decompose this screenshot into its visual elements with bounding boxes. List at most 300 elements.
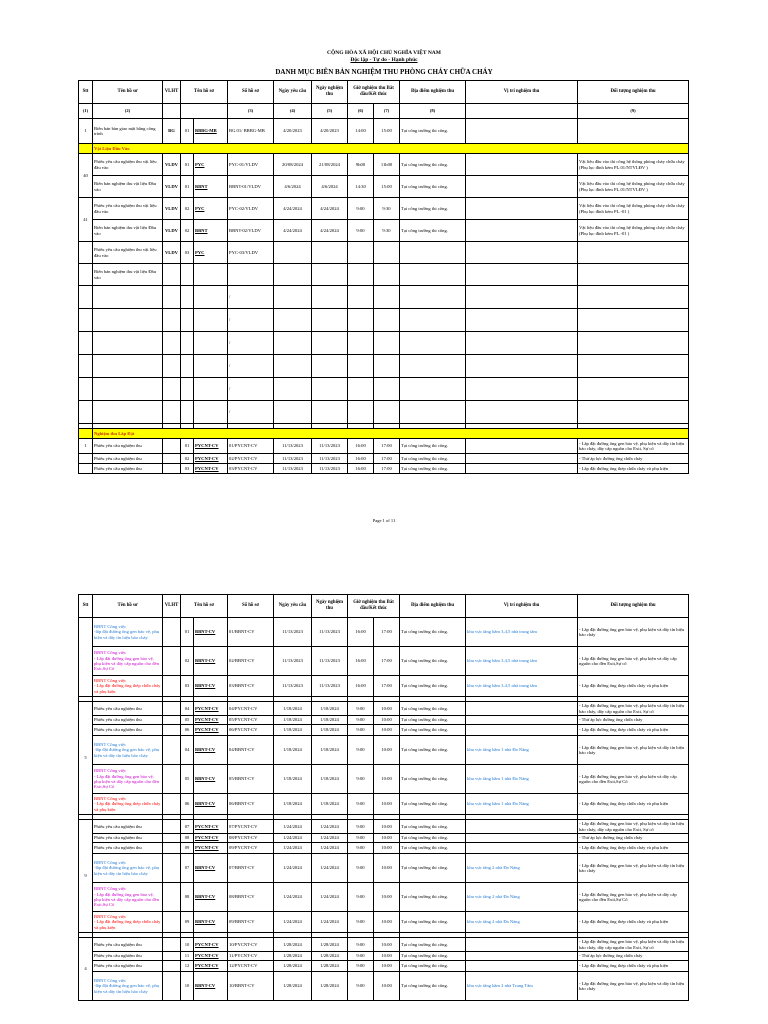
col-ngay-nghiem-thu: Ngày nghiệm thu — [312, 595, 348, 618]
column-number: (2) — [93, 104, 163, 119]
stt-cell — [79, 464, 93, 474]
acceptance-date: 1/24/2024 — [312, 820, 348, 834]
location: Tại công trường thi công. — [400, 725, 466, 736]
vlht-cell — [163, 883, 181, 912]
record-number: 04 — [181, 702, 194, 716]
record-number: 12 — [181, 961, 194, 972]
vlht-cell — [163, 938, 181, 952]
column-number: (6) — [348, 104, 374, 119]
table-row — [79, 702, 689, 716]
record-number: 04 — [181, 736, 194, 765]
column-number: (5) — [312, 104, 348, 119]
position — [466, 716, 578, 725]
record-code: PYCNT-CV — [194, 938, 228, 952]
request-date: 1/18/2024 — [274, 702, 312, 716]
subject: - Lắp đặt đường ống gen bảo vệ, phụ kiện và dây tín hiệu báo cháy — [578, 618, 689, 647]
record-number: 01 — [181, 154, 194, 176]
record-so: 10/BBNT-CV — [228, 972, 274, 1001]
table-header-row — [79, 81, 689, 104]
acceptance-date: 11/13/2023 — [312, 647, 348, 676]
stt-cell: 9 — [79, 820, 93, 933]
record-name: BBNT Công việc -lắp đặt đường ống gen bảo vệ, phụ kiện và dây tín hiệu báo cháy — [93, 972, 163, 1001]
table-row — [79, 464, 689, 474]
request-date: 11/13/2023 — [274, 647, 312, 676]
start-time: 14:30 — [348, 176, 374, 198]
table-row — [79, 854, 689, 883]
record-name: Phiếu yêu cầu nghiệm thu — [93, 702, 163, 716]
vlht-cell — [163, 972, 181, 1001]
slash-mark: / — [228, 355, 274, 378]
location — [400, 242, 466, 264]
document-title: DANH MỤC BIÊN BẢN NGHIỆM THU PHÒNG CHÁY CHỮA CHÁY — [275, 68, 493, 76]
subject: - Lắp đặt đường ống thép chữa cháy và phụ kiện — [578, 676, 689, 697]
empty-row — [79, 286, 689, 309]
subject: - Lắp đặt đường ống thép chữa cháy và phụ kiện — [578, 843, 689, 854]
record-so: BG.01/ BBBG-MB — [228, 119, 274, 144]
end-time: 11h00 — [374, 154, 400, 176]
record-name: BBNT Công việc - Lắp đặt đường ống gen bảo vệ, phụ kiện và dây cấp nguồn cho đèn Exit,Sự Cố — [93, 883, 163, 912]
request-date: 11/13/2023 — [274, 676, 312, 697]
record-code: PYC — [194, 242, 228, 264]
end-time: 10:00 — [374, 912, 400, 933]
slash-mark: / — [228, 286, 274, 309]
start-time: 16:00 — [348, 464, 374, 474]
subject: - Thử áp lực đường ống chữa cháy — [578, 454, 689, 464]
table-row — [79, 454, 689, 464]
stt-cell: 1 — [79, 119, 93, 144]
acceptance-date — [312, 264, 348, 286]
record-code: BBBG-MB — [194, 119, 228, 144]
location — [400, 264, 466, 286]
request-date: 1/28/2024 — [274, 972, 312, 1001]
record-number: 06 — [181, 725, 194, 736]
vlht-cell: BG — [163, 119, 181, 144]
record-so: 11/PYCNT-CV — [228, 952, 274, 961]
record-number: 03 — [181, 242, 194, 264]
record-name: BBNT Công việc -lắp đặt đường ống gen bảo vệ, phụ kiện và dây tín hiệu báo cháy — [93, 736, 163, 765]
col-ngay-nghiem-thu: Ngày nghiệm thu — [312, 81, 348, 104]
subject: Vật liệu đầu vào thi công hệ thống phòng cháy chữa cháy (Phụ lục đính kèm PL.-01 ) — [578, 220, 689, 242]
location: Tại công trường thi công. — [400, 439, 466, 454]
record-code: BBNT-CV — [194, 883, 228, 912]
subject: - Lắp đặt đường ống gen bảo vệ, phụ kiện và dây tín hiệu báo cháy, dây cấp nguồn cho Exit, Sự cố — [578, 820, 689, 834]
vlht-cell — [163, 834, 181, 843]
empty-row — [79, 309, 689, 332]
record-code: PYCNT-CV — [194, 952, 228, 961]
record-code: PYCNT-CV — [194, 702, 228, 716]
record-so: BBNT-02/VLDV — [228, 220, 274, 242]
vlht-cell: VLDV — [163, 154, 181, 176]
record-so: PYC-01/VLDV — [228, 154, 274, 176]
record-code: PYCNT-CV — [194, 961, 228, 972]
position: khu vực tầng hầm 3,4,5 nhà trung tâm — [466, 676, 578, 697]
end-time: 10:00 — [374, 972, 400, 1001]
end-time: 10:00 — [374, 854, 400, 883]
table-row — [79, 242, 689, 264]
location: Tại công trường thi công. — [400, 883, 466, 912]
acceptance-table-page-1 — [78, 80, 689, 474]
record-so: 09/PYCNT-CV — [228, 843, 274, 854]
end-time: 15:00 — [374, 176, 400, 198]
table-row — [79, 220, 689, 242]
request-date: 11/13/2023 — [274, 439, 312, 454]
record-name: Phiếu yêu cầu nghiệm thu — [93, 716, 163, 725]
col-vlht: VLHT — [163, 81, 181, 104]
record-number: 03 — [181, 464, 194, 474]
col-gio-nghiem-thu: Giờ nghiệm thu Bắt đầu/Kết thúc — [348, 81, 400, 104]
request-date: 1/18/2024 — [274, 725, 312, 736]
start-time: 16:00 — [348, 439, 374, 454]
acceptance-date: 1/24/2024 — [312, 883, 348, 912]
acceptance-date: 1/24/2024 — [312, 854, 348, 883]
end-time: 10:00 — [374, 765, 400, 794]
record-name: Phiếu yêu cầu nghiệm thu — [93, 834, 163, 843]
start-time: 9:00 — [348, 843, 374, 854]
table-row — [79, 154, 689, 176]
end-time: 10:00 — [374, 702, 400, 716]
record-number: 03 — [181, 676, 194, 697]
location: Tại công trường thi công. — [400, 618, 466, 647]
stt-cell: 4 — [79, 938, 93, 1001]
end-time: 17:00 — [374, 676, 400, 697]
position — [466, 938, 578, 952]
record-so: 09/BBNT-CV — [228, 912, 274, 933]
position — [466, 843, 578, 854]
position — [466, 702, 578, 716]
record-so: 07/BBNT-CV — [228, 854, 274, 883]
record-number — [181, 264, 194, 286]
end-time — [374, 264, 400, 286]
stt-cell — [79, 242, 93, 264]
record-name: BBNT Công việc - Lắp đặt đường ống gen bảo vệ, phụ kiện và dây cấp nguồn cho đèn Exit,Sự Cố — [93, 765, 163, 794]
table-row — [79, 972, 689, 1001]
record-code: PYCNT-CV — [194, 834, 228, 843]
subject — [578, 264, 689, 286]
record-name: BBNT Công việc - Lắp đặt đường ống thép chữa cháy và phụ kiện — [93, 794, 163, 815]
subject: - Lắp đặt đường ống gen bảo vệ, phụ kiện và dây cấp nguồn cho đèn Exit,Sự Cố — [578, 883, 689, 912]
record-number: 05 — [181, 716, 194, 725]
request-date: 1/28/2024 — [274, 961, 312, 972]
location: Tại công trường thi công. — [400, 736, 466, 765]
record-name: Phiếu yêu cầu nghiệm thu vật liệu đầu vào — [93, 242, 163, 264]
table-row — [79, 952, 689, 961]
record-so: 01/PYCNT-CV — [228, 439, 274, 454]
end-time: 17:00 — [374, 618, 400, 647]
record-number: 02 — [181, 647, 194, 676]
request-date: 1/24/2024 — [274, 883, 312, 912]
position — [466, 834, 578, 843]
record-so: 06/PYCNT-CV — [228, 725, 274, 736]
page-footer: Page 1 of 11 — [372, 518, 396, 523]
acceptance-date: 11/13/2023 — [312, 454, 348, 464]
slash-mark: / — [228, 309, 274, 332]
request-date: 1/18/2024 — [274, 736, 312, 765]
acceptance-date: 11/13/2023 — [312, 464, 348, 474]
vlht-cell — [163, 961, 181, 972]
start-time: 9:00 — [348, 834, 374, 843]
location: Tại công trường thi công. — [400, 119, 466, 144]
record-name: BBNT Công việc -lắp đặt đường ống gen bảo vệ, phụ kiện và dây tín hiệu báo cháy — [93, 854, 163, 883]
national-motto: Độc lập - Tự do - Hạnh phúc — [350, 57, 418, 63]
record-so: PYC-03/VLDV — [228, 242, 274, 264]
column-number — [466, 104, 578, 119]
col-ten-ho-so-2: Tên hồ sơ — [181, 595, 228, 618]
column-number: (9) — [578, 104, 689, 119]
end-time: 10:00 — [374, 961, 400, 972]
start-time: 9:00 — [348, 938, 374, 952]
position — [466, 961, 578, 972]
position — [466, 820, 578, 834]
record-code: BBNT-CV — [194, 765, 228, 794]
vlht-cell — [163, 912, 181, 933]
record-code: PYCNT-CV — [194, 716, 228, 725]
record-name: Phiếu yêu cầu nghiệm thu — [93, 952, 163, 961]
position — [466, 439, 578, 454]
vlht-cell — [163, 843, 181, 854]
col-ten-ho-so-2: Tên hồ sơ — [181, 81, 228, 104]
stt-cell: 5 — [79, 702, 93, 815]
position: khu vực tầng 2 nhà Đa Năng — [466, 883, 578, 912]
record-number: 09 — [181, 843, 194, 854]
record-so: 08/PYCNT-CV — [228, 834, 274, 843]
vlht-cell — [163, 647, 181, 676]
request-date: 1/24/2024 — [274, 843, 312, 854]
record-number: 11 — [181, 952, 194, 961]
acceptance-date: 4/6/2024 — [312, 176, 348, 198]
location: Tại công trường thi công. — [400, 952, 466, 961]
acceptance-date: 1/24/2024 — [312, 834, 348, 843]
stt-cell: 1 — [79, 439, 93, 454]
table-row — [79, 794, 689, 815]
acceptance-date: 1/28/2024 — [312, 972, 348, 1001]
record-so: BBNT-01/VLDV — [228, 176, 274, 198]
record-code: PYCNT-CV — [194, 464, 228, 474]
location: Tại công trường thi công. — [400, 961, 466, 972]
subject: - Lắp đặt đường ống thép chữa cháy và phụ kiện — [578, 464, 689, 474]
location: Tại công trường thi công. — [400, 765, 466, 794]
record-number: 05 — [181, 765, 194, 794]
record-name: Phiếu yêu cầu nghiệm thu — [93, 454, 163, 464]
vlht-cell — [163, 702, 181, 716]
start-time: 16:00 — [348, 618, 374, 647]
record-name: Biên bản nghiệm thu vật liệu Đầu vào — [93, 264, 163, 286]
record-name: Phiếu yêu cầu nghiệm thu — [93, 820, 163, 834]
col-stt: Stt — [79, 81, 93, 104]
vlht-cell — [163, 765, 181, 794]
location: Tại công trường thi công. — [400, 176, 466, 198]
position — [466, 154, 578, 176]
table-header-row — [79, 595, 689, 618]
record-so: 06/BBNT-CV — [228, 794, 274, 815]
record-code: BBNT-CV — [194, 618, 228, 647]
record-name: Biên bản bàn giao mặt bằng công trình — [93, 119, 163, 144]
record-so: 04/BBNT-CV — [228, 736, 274, 765]
start-time: 9:00 — [348, 854, 374, 883]
record-so: 08/BBNT-CV — [228, 883, 274, 912]
vlht-cell: VLDV — [163, 220, 181, 242]
vlht-cell: VLDV — [163, 176, 181, 198]
start-time: 9:00 — [348, 736, 374, 765]
location: Tại công trường thi công. — [400, 912, 466, 933]
subject: Vật liệu đầu vào thi công hệ thống phòng cháy chữa cháy (Phụ lục đính kèm PL.01/NTVLĐV ) — [578, 154, 689, 176]
location: Tại công trường thi công. — [400, 716, 466, 725]
location: Tại công trường thi công. — [400, 454, 466, 464]
request-date: 1/18/2024 — [274, 716, 312, 725]
end-time: 10:00 — [374, 725, 400, 736]
position — [466, 264, 578, 286]
section-title: Nghiệm thu Lắp Đặt — [93, 429, 689, 439]
table-row — [79, 834, 689, 843]
end-time: 10:00 — [374, 938, 400, 952]
start-time: 16:00 — [348, 676, 374, 697]
subject — [578, 119, 689, 144]
vlht-cell — [163, 736, 181, 765]
col-gio-nghiem-thu: Giờ nghiệm thu Bắt đầu/Kết thúc — [348, 595, 400, 618]
section-vat-lieu — [79, 144, 689, 154]
record-code: BBNT-CV — [194, 912, 228, 933]
end-time: 17:00 — [374, 647, 400, 676]
record-name: Phiếu yêu cầu nghiệm thu — [93, 439, 163, 454]
end-time: 17:00 — [374, 454, 400, 464]
request-date: 11/13/2023 — [274, 618, 312, 647]
acceptance-table-page-2 — [78, 594, 689, 1001]
acceptance-date: 1/18/2024 — [312, 794, 348, 815]
table-row — [79, 439, 689, 454]
subject: - Lắp đặt đường ống gen bảo vệ, phụ kiện và dây tín hiệu báo cháy — [578, 854, 689, 883]
start-time: 9:00 — [348, 952, 374, 961]
vlht-cell — [163, 794, 181, 815]
record-code: PYCNT-CV — [194, 439, 228, 454]
end-time: 10:00 — [374, 843, 400, 854]
column-number: (7) — [374, 104, 400, 119]
vlht-cell — [163, 264, 181, 286]
empty-row — [79, 401, 689, 424]
table-row — [79, 883, 689, 912]
acceptance-date: 21/08/2024 — [312, 154, 348, 176]
table-row — [79, 676, 689, 697]
col-ngay-yeu-cau: Ngày yêu cầu — [274, 595, 312, 618]
subject: - Thử áp lực đường ống chữa cháy — [578, 716, 689, 725]
start-time: 16:00 — [348, 647, 374, 676]
end-time: 17:00 — [374, 464, 400, 474]
start-time: 9:00 — [348, 972, 374, 1001]
record-name: Phiếu yêu cầu nghiệm thu — [93, 961, 163, 972]
start-time: 9:00 — [348, 220, 374, 242]
record-number: 01 — [181, 176, 194, 198]
record-number: 06 — [181, 794, 194, 815]
start-time — [348, 242, 374, 264]
position: khu vực tầng hầm 2 nhà Trung Tâm — [466, 972, 578, 1001]
subject: - Thử áp lực đường ống chữa cháy — [578, 834, 689, 843]
location: Tại công trường thi công. — [400, 972, 466, 1001]
acceptance-date: 4/24/2024 — [312, 220, 348, 242]
request-date: 4/24/2024 — [274, 220, 312, 242]
position — [466, 220, 578, 242]
end-time — [374, 242, 400, 264]
table-row — [79, 264, 689, 286]
table-row — [79, 736, 689, 765]
table-row — [79, 119, 689, 144]
col-so-ho-so: Số hồ sơ — [228, 81, 274, 104]
end-time: 15:00 — [374, 119, 400, 144]
record-code: BBNT-CV — [194, 794, 228, 815]
start-time: 9:00 — [348, 716, 374, 725]
subject: - Lắp đặt đường ống gen bảo vệ, phụ kiện và dây cấp nguồn cho đèn Exit,Sự Cố — [578, 765, 689, 794]
table-row — [79, 198, 689, 220]
acceptance-date: 4/20/2023 — [312, 119, 348, 144]
start-time: 9:00 — [348, 883, 374, 912]
record-so: 05/BBNT-CV — [228, 765, 274, 794]
vlht-cell — [163, 854, 181, 883]
record-so: 03/BBNT-CV — [228, 676, 274, 697]
record-number: 02 — [181, 220, 194, 242]
table-row — [79, 765, 689, 794]
record-name: Phiếu yêu cầu nghiệm thu vật liệu đầu vào — [93, 198, 163, 220]
position: khu vực tầng hầm 1 nhà Đa Năng — [466, 765, 578, 794]
col-ngay-yeu-cau: Ngày yêu cầu — [274, 81, 312, 104]
record-so: 02/BBNT-CV — [228, 647, 274, 676]
start-time: 9:00 — [348, 198, 374, 220]
end-time: 10:00 — [374, 736, 400, 765]
acceptance-date: 1/28/2024 — [312, 961, 348, 972]
record-code: BBNT — [194, 176, 228, 198]
record-number: 10 — [181, 938, 194, 952]
record-so: 02/PYCNT-CV — [228, 454, 274, 464]
record-code: BBNT — [194, 220, 228, 242]
end-time: 10:00 — [374, 794, 400, 815]
start-time: 9h00 — [348, 154, 374, 176]
request-date — [274, 264, 312, 286]
request-date: 4/20/2023 — [274, 119, 312, 144]
column-number — [181, 104, 228, 119]
position — [466, 725, 578, 736]
record-code: PYCNT-CV — [194, 843, 228, 854]
record-name: Biên bản nghiệm thu vật liệu Đầu vào — [93, 220, 163, 242]
table-row — [79, 961, 689, 972]
col-dia-diem: Địa điểm nghiệm thu — [400, 81, 466, 104]
end-time: 10:00 — [374, 820, 400, 834]
record-number: 01 — [181, 618, 194, 647]
table-row — [79, 647, 689, 676]
section-title: Vật Liệu Đầu Vào — [93, 144, 689, 154]
record-code: BBNT-CV — [194, 676, 228, 697]
end-time: 10:00 — [374, 952, 400, 961]
request-date: 4/24/2024 — [274, 198, 312, 220]
start-time: 9:00 — [348, 725, 374, 736]
vlht-cell: VLDV — [163, 242, 181, 264]
vlht-cell: VLDV — [163, 198, 181, 220]
request-date: 1/24/2024 — [274, 834, 312, 843]
location: Tại công trường thi công. — [400, 702, 466, 716]
record-code: BBNT-CV — [194, 647, 228, 676]
subject — [578, 242, 689, 264]
col-doi-tuong: Đối tượng nghiệm thu — [578, 595, 689, 618]
start-time: 16:00 — [348, 454, 374, 464]
table-row — [79, 618, 689, 647]
stt-cell: 41 — [79, 198, 93, 242]
empty-row — [79, 355, 689, 378]
request-date: 1/24/2024 — [274, 820, 312, 834]
position — [466, 952, 578, 961]
record-name: BBNT Công việc - Lắp đặt đường ống gen bảo vệ, phụ kiện và dây cấp nguồn cho đèn Exit,Sự Cố — [93, 647, 163, 676]
position — [466, 119, 578, 144]
col-doi-tuong: Đối tượng nghiệm thu — [578, 81, 689, 104]
record-so: 07/PYCNT-CV — [228, 820, 274, 834]
record-number: 10 — [181, 972, 194, 1001]
subject: - Lắp đặt đường ống gen bảo vệ, phụ kiện và dây tín hiệu báo cháy, dây cấp nguồn cho Exit, Sự cố — [578, 439, 689, 454]
end-time: 9:30 — [374, 220, 400, 242]
table-row — [79, 176, 689, 198]
